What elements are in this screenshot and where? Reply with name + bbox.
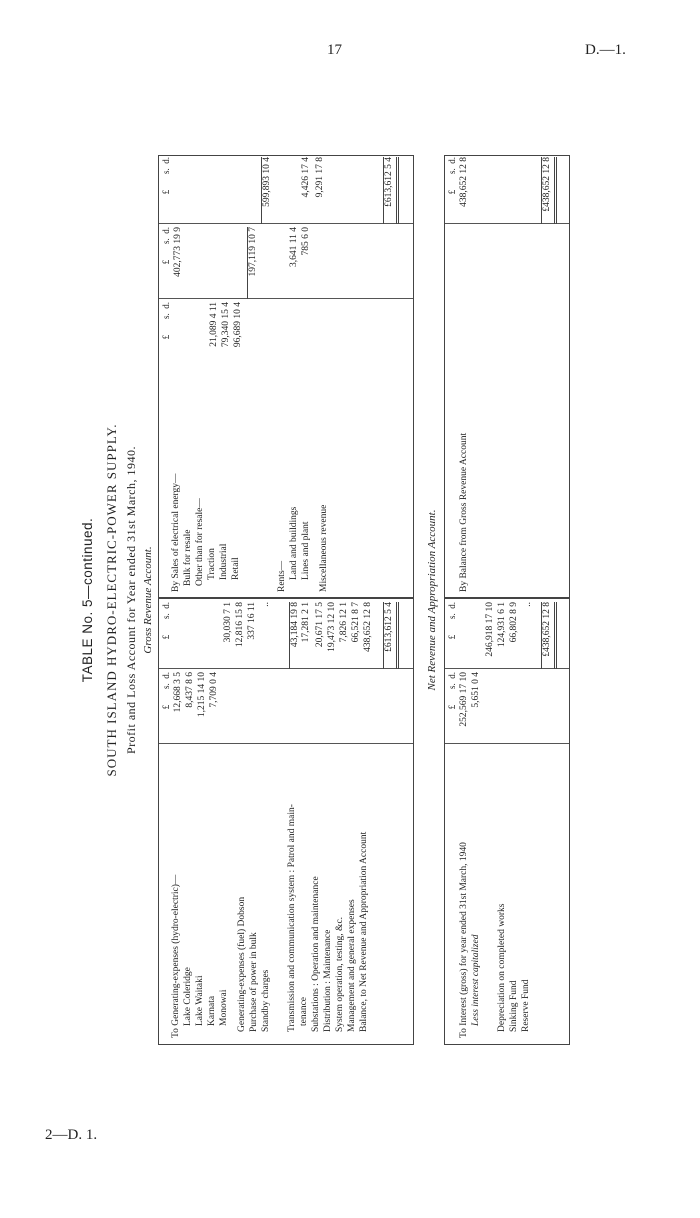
- standby-amount: ..: [261, 602, 271, 607]
- sales-label: By Sales of electrical energy—: [171, 473, 181, 592]
- net-left-total: £438,652 12 8: [541, 602, 557, 669]
- station-amount: 7,709 0 4: [209, 672, 219, 708]
- system-label: System operation, testing, &c.: [335, 916, 345, 1032]
- retail-amount: 96,689 10 4: [233, 302, 243, 348]
- supply-name: SOUTH ISLAND HYDRO-ELECTRIC-POWER SUPPLY.: [104, 423, 119, 777]
- station-name: Monowai: [219, 989, 229, 1026]
- interest-amount: 252,569 17 10: [459, 672, 469, 727]
- distribution-label: Distribution : Maintenance: [323, 929, 333, 1032]
- balance-label: Balance, to Net Revenue and Appropriation Account: [359, 831, 369, 1032]
- page-reference-top: D.—1.: [585, 42, 626, 58]
- purchase-amount: 337 16 11: [247, 602, 257, 640]
- station-name: Lake Coleridge: [183, 967, 193, 1026]
- traction-label: Traction: [207, 548, 217, 580]
- gen-exp-label: To Generating-expenses (hydro-electric)—: [171, 874, 181, 1038]
- gen-exp-total: 30,030 7 1: [223, 602, 233, 643]
- transmission-label-cont: tenance: [299, 996, 309, 1026]
- misc-amount: 9,291 17 8: [315, 157, 325, 198]
- sinking-label: Sinking Fund: [509, 980, 519, 1032]
- less-amount: 5,651 0 4: [471, 672, 481, 708]
- station-name: Lake Waitaki: [195, 975, 205, 1026]
- lines-label: Lines and plant: [301, 521, 311, 580]
- net-balance-amount: 438,652 12 8: [459, 157, 469, 207]
- traction-amount: 21,089 4 11: [209, 302, 219, 347]
- balance-amount-2: 438,652 12 8: [363, 602, 373, 652]
- transmission-label: Transmission and communication system : Patrol and main-: [287, 804, 297, 1032]
- account-title: Profit and Loss Account for Year ended 31st March, 1940.: [124, 446, 138, 754]
- purchase-label: Purchase of power in bulk: [249, 932, 259, 1032]
- land-label: Land and buildings: [289, 506, 299, 580]
- lines-amount: 785 6 0: [301, 227, 311, 256]
- other-total: 197,119 10 7: [247, 227, 260, 299]
- fuel-amount: 12,816 15 8: [235, 602, 245, 648]
- gross-right-total: £613,612 5 4: [383, 157, 399, 224]
- less-label: Less interest capitalized: [471, 934, 481, 1026]
- bulk-label: Bulk for resale: [183, 529, 193, 586]
- station-amount: 1,215 14 10: [197, 672, 207, 718]
- net-revenue-table: £ s. d. £ s. d. £ s. d. To Interest (gross) for year ended 31st March, 1940 252,569 17 10 Less interest capitalized 5,651 0 4 246,918 17 10 Depreciation on completed works 124,931 6 1 Sinking Fund 66,802 8 9 Reserve Fund .. £438,652 12 8 By Balance from Gross Revenue Account 438,652 12 8 £438,652 12 8: [444, 155, 570, 1045]
- station-name: Karnata: [207, 995, 217, 1026]
- page-number: 17: [327, 42, 342, 58]
- other-label: Other than for resale—: [195, 498, 205, 586]
- gross-revenue-table: £ s. d. £ s. d. £ s. d. £ s. d. £ s. d. To Generating-expenses (hydro-electric)— Lake Coleridge 12,668 3 5 Lake Waitaki 8,437 8 6 Karnata 1,215 14 10 Monowai 7,709 0 4 30,030 7 1 Generating-expenses (fuel) Dobson 12,816 15 8 Purchase of power in bulk 337 16 11 Standby charges .. Transmission and communication system : Patrol and main- tenance 43,184 19 8 Substations : Operation and maintenance 17,281 2 1 Distribution : Maintenance 20,671 17 5 System operation, testing, &c. 19,473 12 10 Management and general expenses 7,826 12 1 Balance, to Net Revenue and Appropriation Account 66,521 8 7 438,652 12 8 £613,612 5 4 By Sales of electrical energy— Bulk for resale 402,773 19 9 Other than for resale— Traction 21,089 4 11 Industrial 79,340 15 4 Retail 96,689 10 4 197,119 10 7 599,893 10 4 Rents— Land and buildings 3,641 11 4 Lines and plant 785 6 0 4,426 17 4 Miscellaneous revenue 9,291 17 8 £613,612 5 4: [158, 155, 414, 1045]
- management-label: Management and general expenses: [347, 899, 357, 1032]
- reserve-label: Reserve Fund: [521, 979, 531, 1032]
- net-revenue-title: Net Revenue and Appropriation Account.: [426, 509, 438, 691]
- sales-total: 599,893 10 4: [261, 157, 274, 224]
- retail-label: Retail: [231, 557, 241, 580]
- net-right-total: £438,652 12 8: [541, 157, 557, 224]
- land-amount: 3,641 11 4: [289, 227, 299, 268]
- distribution-amount: 20,671 17 5: [315, 602, 325, 648]
- rents-label: Rents—: [277, 560, 287, 592]
- transmission-amount: 43,184 19 8: [289, 602, 302, 669]
- gross-left-total: £613,612 5 4: [383, 602, 399, 669]
- industrial-amount: 79,340 15 4: [221, 302, 231, 348]
- system-amount: 19,473 12 10: [327, 602, 337, 652]
- industrial-label: Industrial: [219, 543, 229, 580]
- rotated-page-content: [80, 75, 600, 1125]
- station-amount: 12,668 3 5: [173, 672, 183, 713]
- net-balance-label: By Balance from Gross Revenue Account: [459, 432, 469, 592]
- interest-label: To Interest (gross) for year ended 31st March, 1940: [459, 842, 469, 1038]
- bulk-amount: 402,773 19 9: [173, 227, 183, 277]
- depreciation-amount: 124,931 6 1: [497, 602, 507, 648]
- depreciation-label: Depreciation on completed works: [497, 903, 507, 1032]
- balance-amount: 66,521 8 7: [351, 602, 361, 643]
- reserve-amount: ..: [523, 602, 533, 607]
- fuel-label: Generating-expenses (fuel) Dobson: [237, 896, 247, 1032]
- interest-net: 246,918 17 10: [485, 602, 495, 657]
- table-title: TABLE No. 5—continued.: [80, 517, 95, 683]
- station-amount: 8,437 8 6: [185, 672, 195, 708]
- substations-amount: 17,281 2 1: [301, 602, 311, 643]
- standby-label: Standby charges: [261, 969, 271, 1032]
- management-amount: 7,826 12 1: [339, 602, 349, 643]
- misc-label: Miscellaneous revenue: [319, 504, 329, 592]
- rents-total: 4,426 17 4: [301, 157, 311, 198]
- gross-revenue-title: Gross Revenue Account.: [142, 546, 154, 654]
- substations-label: Substations : Operation and maintenance: [311, 876, 321, 1032]
- sinking-amount: 66,802 8 9: [509, 602, 519, 643]
- page-reference-bottom: 2—D. 1.: [45, 1127, 98, 1143]
